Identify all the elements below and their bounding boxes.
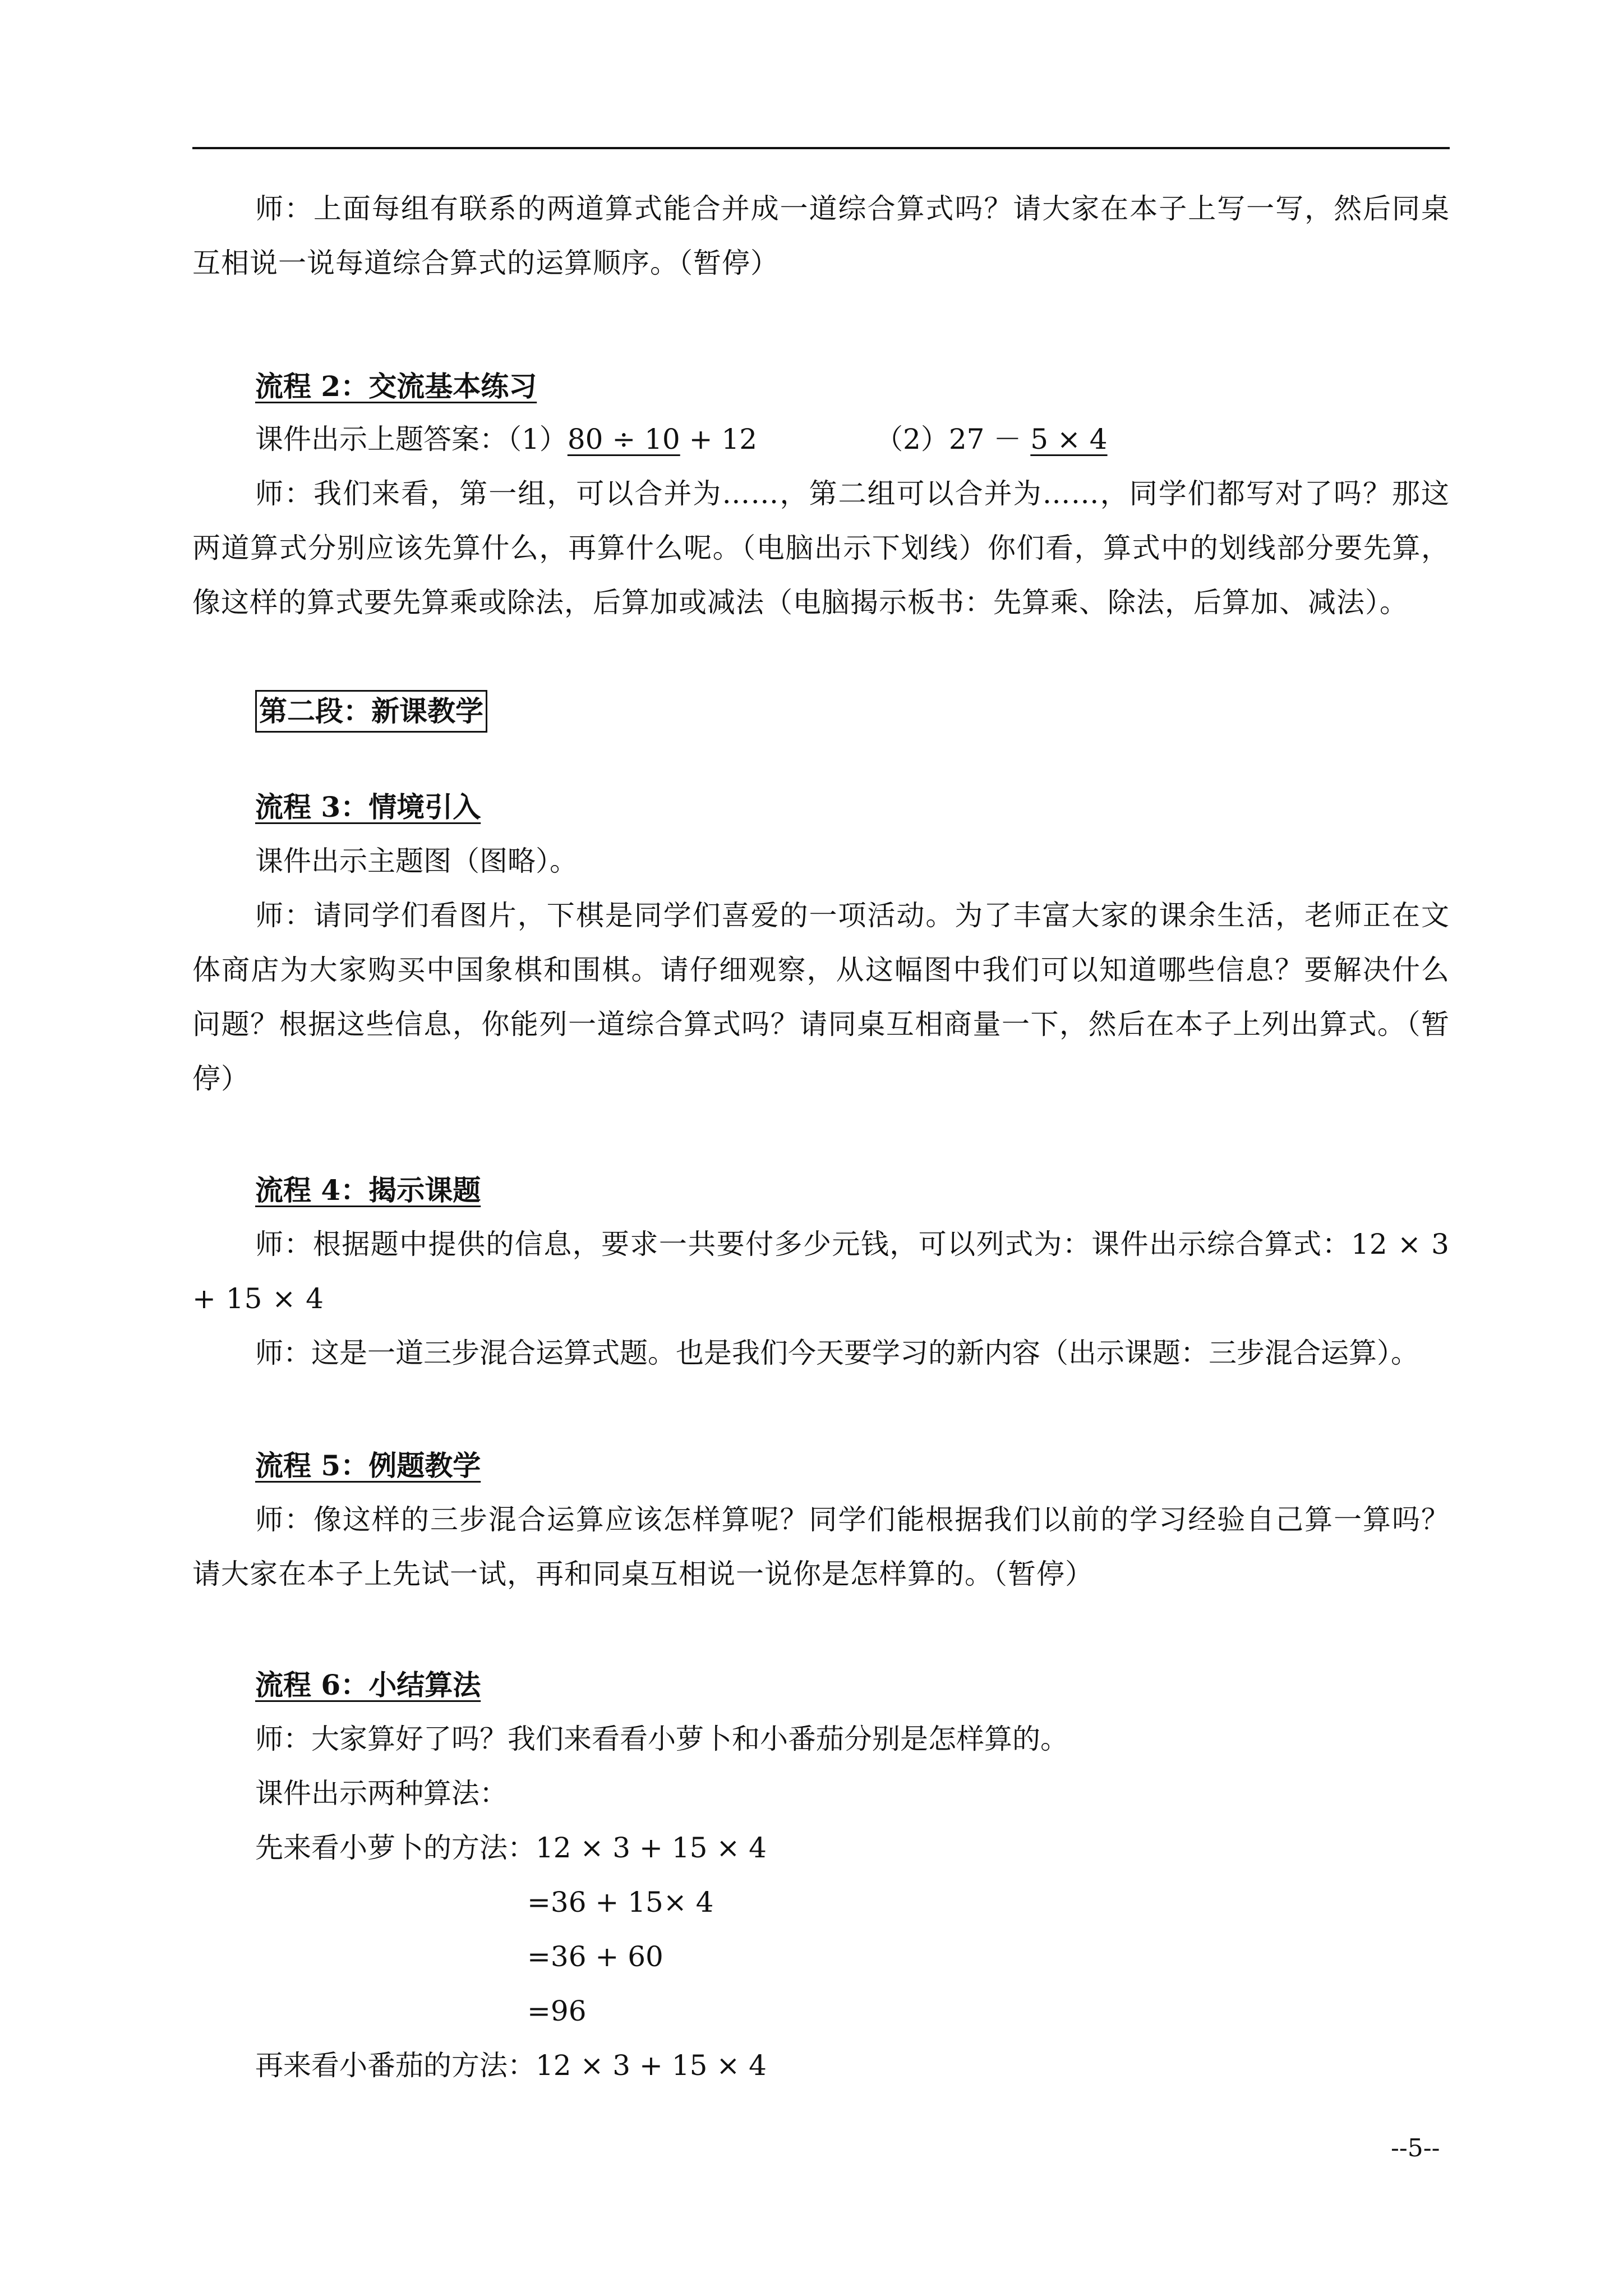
section-title: 第二段：新课教学 [255, 690, 487, 733]
paragraph-intro: 师：上面每组有联系的两道算式能合并成一道综合算式吗？请大家在本子上写一写，然后同桌互相说一说每道综合算式的运算顺序。（暂停） [192, 192, 1450, 279]
answer-line [255, 412, 1108, 467]
answer-1-rest: + 12 [680, 423, 758, 455]
heading-process-6 [255, 1658, 481, 1712]
paragraph-scenario: 师：请同学们看图片，下棋是同学们喜爱的一项活动。为了丰富大家的课余生活，老师正在文体商店为大家购买中国象棋和围棋。请仔细观察，从这幅图中我们可以知道哪些信息？要解决什么问题？根据这些信息，你能列一道综合算式吗？请同桌互相商量一下，然后在本子上列出算式。（暂停） [192, 899, 1450, 1095]
line-method-1: 先来看小萝卜的方法：12 × 3 + 15 × 4 [255, 1832, 767, 1864]
line-check: 师：大家算好了吗？我们来看看小萝卜和小番茄分别是怎样算的。 [255, 1723, 1068, 1755]
page-number: --5-- [1391, 2134, 1440, 2162]
heading-process-5 [255, 1438, 481, 1493]
heading-process-2-text: 流程 2：交流基本练习 [255, 370, 537, 403]
line-topic: 师：这是一道三步混合运算式题。也是我们今天要学习的新内容（出示课题：三步混合运算）。 [255, 1337, 1419, 1369]
calc-step-1: =36 + 15× 4 [527, 1886, 714, 1918]
heading-process-4 [255, 1163, 481, 1217]
header-rule [192, 147, 1450, 149]
calc-step-3: =96 [527, 1995, 587, 2027]
heading-process-2 [255, 359, 537, 413]
answer-2-left: （2）27 － [875, 423, 1031, 455]
answer-prefix: 课件出示上题答案：（1） [255, 423, 568, 455]
heading-process-3-text: 流程 3：情境引入 [255, 790, 481, 823]
heading-process-6-text: 流程 6：小结算法 [255, 1668, 481, 1701]
line-method-2: 再来看小番茄的方法：12 × 3 + 15 × 4 [255, 2049, 767, 2082]
heading-process-5-text: 流程 5：例题教学 [255, 1449, 481, 1482]
paragraph-formula: 师：根据题中提供的信息，要求一共要付多少元钱，可以列式为：课件出示综合算式：12 × 3 + 15 × 4 [192, 1228, 1450, 1315]
heading-process-4-text: 流程 4：揭示课题 [255, 1174, 481, 1207]
answer-1-underlined: 80 ÷ 10 [567, 423, 680, 455]
heading-process-3 [255, 780, 481, 834]
line-theme-image: 课件出示主题图（图略）。 [255, 845, 578, 877]
answer-2-underlined: 5 × 4 [1030, 423, 1108, 455]
paragraph-example: 师：像这样的三步混合运算应该怎样算呢？同学们能根据我们以前的学习经验自己算一算吗？请大家在本子上先试一试，再和同桌互相说一说你是怎样算的。（暂停） [192, 1503, 1450, 1590]
line-two-methods: 课件出示两种算法： [255, 1777, 508, 1810]
paragraph-explain: 师：我们来看，第一组，可以合并为……，第二组可以合并为……，同学们都写对了吗？那这两道算式分别应该先算什么，再算什么呢。（电脑出示下划线）你们看，算式中的划线部分要先算，像这样的算式要先算乘或除法，后算加或减法（电脑揭示板书：先算乘、除法，后算加、减法）。 [192, 477, 1450, 619]
calc-step-2: =36 + 60 [527, 1940, 663, 1973]
